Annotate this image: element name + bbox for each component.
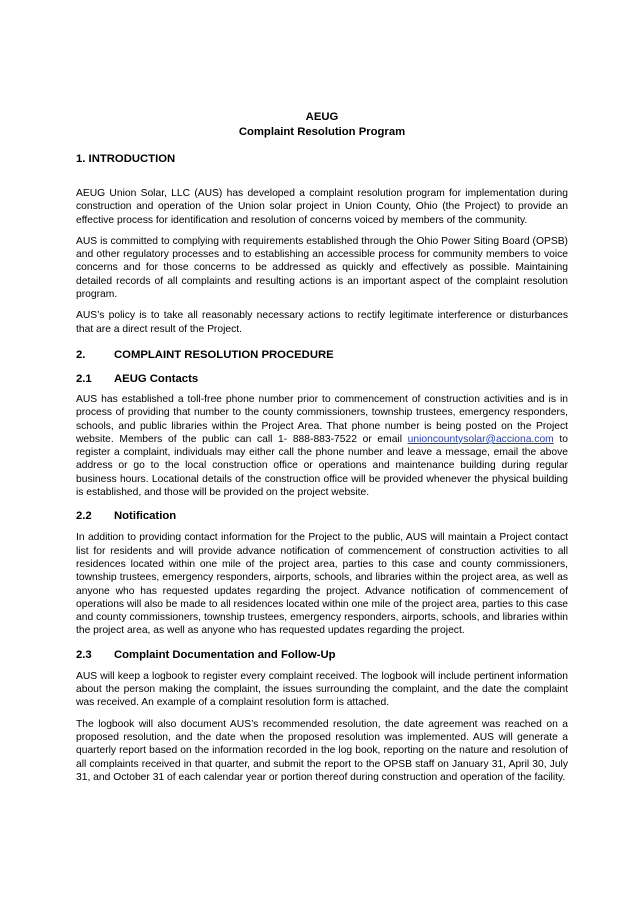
section-heading-introduction: 1. INTRODUCTION — [76, 153, 176, 165]
section-number: 2. — [76, 348, 86, 361]
contacts-text-before-link: AUS has established a toll-free phone number prior to commencement of construction activities and is in process of providing that number to the county commissioners, township trustees, emergency responders, schools, and public libraries within the Project Area. That phone number is being posted on the Project website. Members of the public can call 1- 888-883-7522 or email — [76, 393, 568, 445]
contacts-text-after-link: to register a complaint, individuals may either call the phone number and leave a message, email the above address or go to the local construction office or operations and maintenance building during regular business hours. Locational details of the construction office will be provided whenever the physical building is established, and those will be provided on the project website. — [76, 433, 568, 499]
subsection-number: 2.1 — [76, 372, 92, 385]
subsection-title: Complaint Documentation and Follow-Up — [114, 648, 336, 661]
subsection-heading-notification — [76, 509, 568, 524]
document-title-line-2: Complaint Resolution Program — [238, 126, 406, 138]
subsection-number: 2.3 — [76, 648, 92, 661]
document-page — [76, 110, 568, 784]
documentation-paragraph-2: The logbook will also document AUS’s recommended resolution, the date agreement was reached on a proposed resolution, and the date when the proposed resolution was implemented. AUS will generate a quarterly report based on the information recorded in the log book, reporting on the nature and resolution of all complaints received in that quarter, and submit the report to the OPSB staff on January 31, April 30, July 31, and October 31 of each calendar year or portion thereof during construction and operation of the facility. — [76, 718, 568, 783]
section-title: COMPLAINT RESOLUTION PROCEDURE — [114, 348, 334, 361]
intro-paragraph-3: AUS’s policy is to take all reasonably necessary actions to rectify legitimate interference or disturbances that are a direct result of the Project. — [76, 310, 568, 335]
section-heading-procedure — [76, 348, 568, 363]
document-title-line-1: AEUG — [305, 111, 339, 123]
subsection-heading-contacts — [76, 372, 568, 387]
email-link[interactable]: unioncountysolar@acciona.com — [407, 433, 554, 445]
intro-paragraph-2: AUS is committed to complying with requirements established through the Ohio Power Siting Board (OPSB) and other regulatory processes and to establishing an accessible process for community members to voice concerns and for those concerns to be addressed as quickly and effectively as possible. Maintaining detailed records of all complaints and resulting actions is an important aspect of the complaint resolution program. — [76, 235, 568, 301]
subsection-number: 2.2 — [76, 510, 92, 523]
subsection-heading-documentation — [76, 648, 568, 663]
intro-paragraph-1: AEUG Union Solar, LLC (AUS) has developed a complaint resolution program for implementation during construction and operation of the Union solar project in Union County, Ohio (the Project) to provide an effective process for identification and resolution of concerns voiced by members of the community. — [76, 188, 568, 226]
contacts-paragraph — [76, 393, 568, 499]
subsection-title: Notification — [114, 510, 177, 523]
documentation-paragraph-1: AUS will keep a logbook to register every complaint received. The logbook will include pertinent information about the person making the complaint, the issues surrounding the complaint, and the date the complaint was received. An example of a complaint resolution form is attached. — [76, 670, 568, 709]
notification-paragraph: In addition to providing contact information for the Project to the public, AUS will maintain a Project contact list for residents and will provide advance notification of commencement of construction activities to all residences located within one mile of the project area, parties to this case and county commissioners, township trustees, emergency responders, airports, schools, and libraries within the project area, as well as anyone who has requested updates regarding the project. Advance notification of commencement of operations will also be made to all residences located within one mile of the project area, parties to this case and county commissioners, township trustees, emergency responders, airports, schools, and libraries within the project area, as well as anyone who has requested updates regarding the project. — [76, 532, 568, 637]
subsection-title: AEUG Contacts — [114, 372, 199, 385]
